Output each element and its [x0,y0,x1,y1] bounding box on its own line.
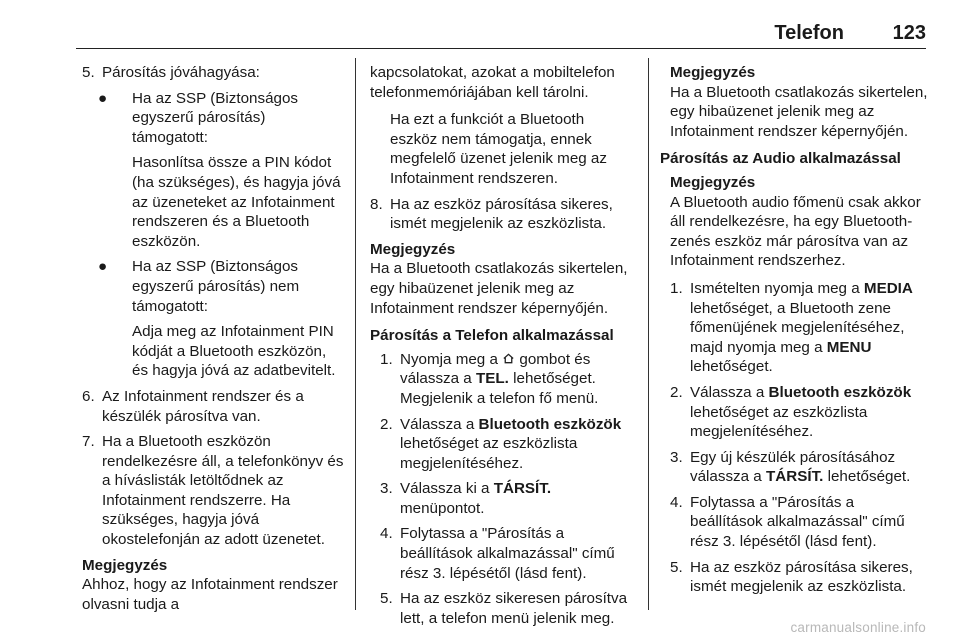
column-3 [660,63,930,603]
note-block [370,240,635,318]
audio-step-3: 3. Egy új készülék párosításához válassza a TÁRSÍT. lehetőséget. [670,448,911,486]
step-5: 5. Párosítás jóváhagyása: [82,64,260,81]
note-heading: Megjegyzés [670,173,756,191]
note-continuation: kapcsolatokat, azokat a mobiltelefon telefonmemóriájában kell tárolni. [370,64,615,101]
bullet-ssp-unsupported-detail: Adja meg az Infotainment PIN kódját a Bluetooth eszközön, és hagyja jóvá az adatbevitelt. [132,323,336,380]
phone-step-2: 2. Válassza a Bluetooth eszközök lehetőséget az eszközlista megjelenítéséhez. [380,415,622,472]
note-text: Ahhoz, hogy az Infotainment rendszer olvasni tudja a [82,576,338,613]
column-divider-1 [355,58,356,610]
bullet-icon: ● [98,89,108,107]
audio-step-4: 4. Folytassa a "Párosítás a beállítások alkalmazással" című rész 3. lépésétől (lásd fent). [670,493,905,551]
note-continuation-2: Ha ezt a funkciót a Bluetooth eszköz nem támogatja, ennek megfelelő üzenet jelenik meg az Infotainment rendszeren. [390,111,607,187]
bullet-ssp-unsupported: ● Ha az SSP (Biztonságos egyszerű párosítás) nem támogatott: [98,258,300,315]
bullet-ssp-supported: ● Ha az SSP (Biztonságos egyszerű párosítás) támogatott: [98,89,299,146]
note-heading: Megjegyzés [670,64,756,81]
column-1 [82,63,344,622]
home-icon [502,352,515,365]
note-text: Ha a Bluetooth csatlakozás sikertelen, egy hibaüzenet jelenik meg az Infotainment rendszer képernyőjén. [670,83,928,140]
phone-steps [370,350,635,629]
note-text: A Bluetooth audio főmenü csak akkor áll rendelkezésre, ha egy Bluetooth-zenés eszköz már párosítva van az Infotainment rendszerhez. [670,193,921,270]
column-divider-2 [648,58,649,610]
audio-step-5: 5. Ha az eszköz párosítása sikeres, ismét megjelenik az eszközlista. [670,558,913,596]
audio-step-2: 2. Válassza a Bluetooth eszközök lehetőséget az eszközlista megjelenítéséhez. [670,383,912,441]
step-6: 6. Az Infotainment rendszer és a készülék párosítva van. [82,387,304,425]
note-block [660,63,930,141]
note-block [670,173,930,271]
chapter-title: Telefon [774,22,844,44]
section-heading: Párosítás a Telefon alkalmazással [370,327,614,345]
phone-step-3: 3. Válassza ki a TÁRSÍT. menüpontot. [380,480,552,517]
bullet-icon: ● [98,258,108,276]
note-heading: Megjegyzés [82,556,168,574]
audio-step-1: 1. Ismételten nyomja meg a MEDIA lehetőséget, a Bluetooth zene főmenüjének megjelenítéséhez, majd nyomja meg a MENU lehetőséget. [670,279,913,376]
step-8: 8. Ha az eszköz párosítása sikeres, ismét megjelenik az eszközlista. [370,195,613,233]
column-2 [370,63,635,634]
phone-step-4: 4. Folytassa a "Párosítás a beállítások alkalmazással" című rész 3. lépésétől (lásd fent). [380,525,615,582]
step-7: 7. Ha a Bluetooth eszközön rendelkezésre áll, a telefonkönyv és a híváslisták letöltődnek az Infotainment rendszerre. Ha szükséges, hagyja jóvá okostelefonján az adott üzenetet. [82,433,344,549]
page-header [76,0,926,49]
section-heading: Párosítás az Audio alkalmazással [660,150,901,168]
page-number: 123 [892,22,926,44]
watermark: carmanualsonline.info [790,620,926,635]
note-heading: Megjegyzés [370,240,456,258]
note-text: Ha a Bluetooth csatlakozás sikertelen, egy hibaüzenet jelenik meg az Infotainment rendszer képernyőjén. [370,260,628,317]
phone-step-5: 5. Ha az eszköz sikeresen párosítva lett, a telefon menü jelenik meg. [380,590,628,627]
phone-step-1: 1. Nyomja meg a gombot és válassza a TEL. lehetőséget. Megjelenik a telefon fő menü. [380,350,599,407]
bullet-ssp-supported-detail: Hasonlítsa össze a PIN kódot (ha szükséges), és hagyja jóvá az üzeneteket az Infotainment rendszeren és a Bluetooth eszközön. [132,154,341,250]
note-block [82,556,344,615]
